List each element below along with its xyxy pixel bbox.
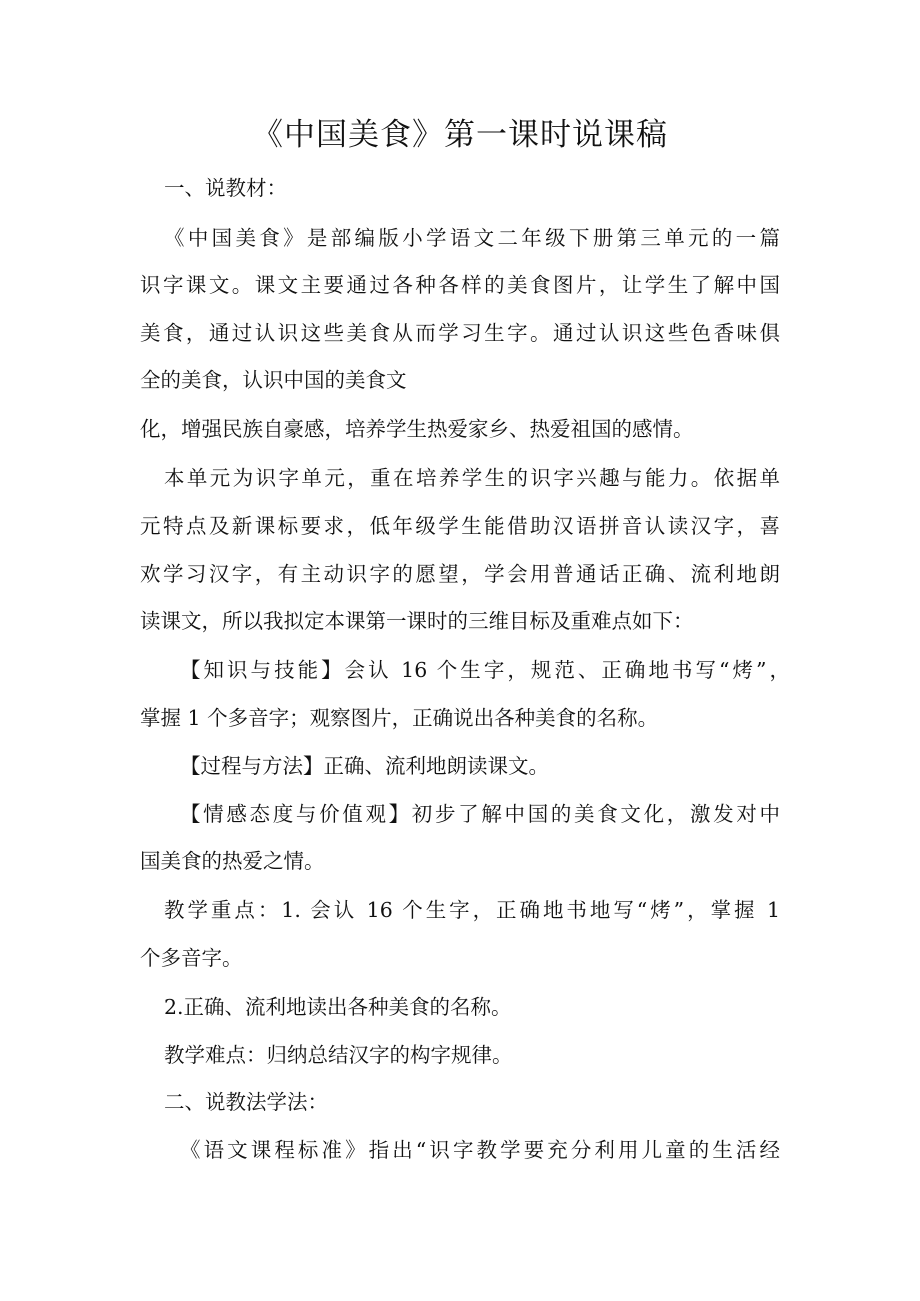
paragraph-line: 个多音字。 <box>140 946 243 970</box>
paragraph-line: 元特点及新课标要求，低年级学生能借助汉语拼音认读汉字，喜 <box>140 514 780 538</box>
teaching-focus: 教学重点：1. 会认 16 个生字，正确地书地写“烤”，掌握 1 <box>164 898 780 922</box>
paragraph-line: 《中国美食》是部编版小学语文二年级下册第三单元的一篇 <box>164 226 780 250</box>
paragraph-line: 欢学习汉字，有主动识字的愿望，学会用普通话正确、流利地朗 <box>140 562 780 586</box>
paragraph-line: 识字课文。课文主要通过各种各样的美食图片，让学生了解中国 <box>140 273 780 297</box>
teaching-difficulty: 教学难点：归纳总结汉字的构字规律。 <box>164 1043 513 1067</box>
paragraph-line: 国美食的热爱之情。 <box>140 849 325 873</box>
paragraph-line: 美食，通过认识这些美食从而学习生字。通过认识这些色香味俱 <box>140 321 780 345</box>
paragraph-line: 本单元为识字单元，重在培养学生的识字兴趣与能力。依据单 <box>164 466 780 490</box>
objective-knowledge: 【知识与技能】会认 16 个生字，规范、正确地书写“烤”， <box>180 658 790 682</box>
paragraph-line: 全的美食，认识中国的美食文 <box>140 368 407 392</box>
paragraph-line: 掌握 1 个多音字；观察图片，正确说出各种美食的名称。 <box>140 706 659 730</box>
paragraph-line: 读课文，所以我拟定本课第一课时的三维目标及重难点如下： <box>140 609 694 633</box>
objective-process: 【过程与方法】正确、流利地朗读课文。 <box>180 754 549 778</box>
section-heading-textbook: 一、说教材： <box>164 176 287 200</box>
section-heading-methods: 二、说教法学法： <box>164 1090 328 1114</box>
paragraph-line: 《语文课程标准》指出“识字教学要充分利用儿童的生活经 <box>180 1138 780 1162</box>
paragraph-line: 化，增强民族自豪感，培养学生热爱家乡、热爱祖国的感情。 <box>140 417 694 441</box>
document-title: 《中国美食》第一课时说课稿 <box>252 117 668 153</box>
teaching-focus-item-2: 2.正确、流利地读出各种美食的名称。 <box>164 995 512 1019</box>
objective-emotion: 【情感态度与价值观】初步了解中国的美食文化，激发对中 <box>180 802 780 826</box>
